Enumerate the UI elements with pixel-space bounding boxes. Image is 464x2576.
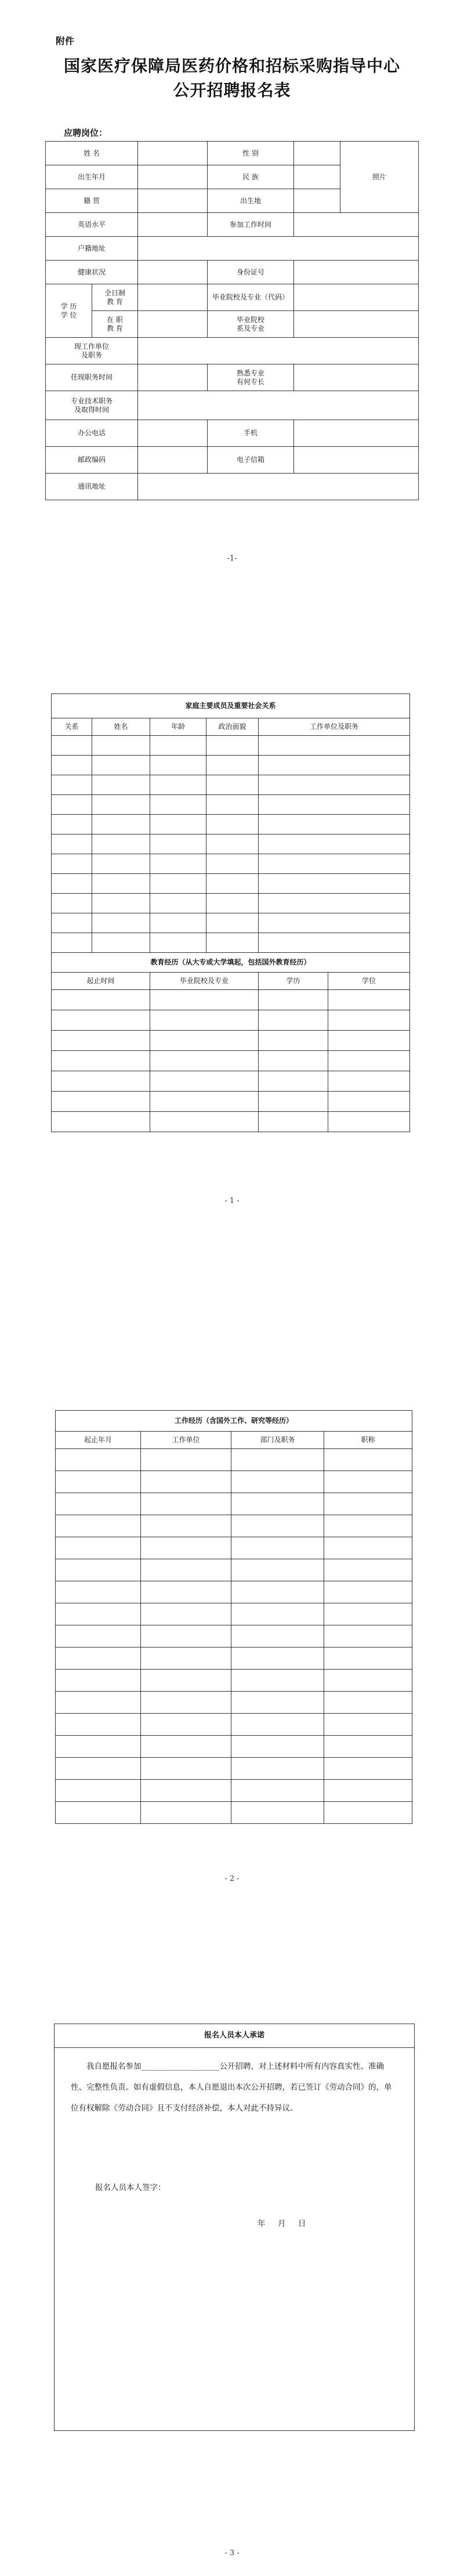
table-cell[interactable]: [231, 1449, 324, 1471]
input-english[interactable]: [138, 213, 208, 237]
label-english: 英语水平: [46, 213, 138, 237]
position-label: 应聘岗位：: [64, 128, 108, 138]
family-header-unit: 工作单位及职务: [259, 718, 410, 736]
table-row: [56, 1648, 412, 1670]
table-cell[interactable]: [56, 1692, 141, 1714]
table-cell[interactable]: [259, 854, 410, 874]
input-specialty[interactable]: [294, 364, 419, 391]
page-title: 国家医疗保障局医药价格和招标采购指导中心: [63, 56, 400, 75]
input-fulltime[interactable]: [138, 284, 208, 311]
table-cell[interactable]: [150, 1031, 259, 1051]
table-cell[interactable]: [324, 1714, 412, 1736]
label-ethnicity: 民 族: [208, 165, 294, 189]
table-row: [52, 1092, 410, 1112]
table-cell[interactable]: [141, 1648, 231, 1670]
table-row: [52, 1010, 410, 1031]
family-rows: [52, 736, 410, 953]
table-row: [56, 1780, 412, 1802]
table-cell[interactable]: [259, 894, 410, 913]
input-tech-title[interactable]: [138, 391, 419, 420]
photo-cell[interactable]: 照片: [340, 142, 419, 213]
table-cell[interactable]: [231, 1603, 324, 1625]
pledge-date: 年 月 日: [258, 2219, 306, 2228]
table-cell[interactable]: [92, 834, 150, 854]
table-cell[interactable]: [56, 1670, 141, 1692]
table-row: [56, 1758, 412, 1780]
table-cell[interactable]: [141, 1515, 231, 1537]
table-cell[interactable]: [259, 795, 410, 815]
input-address[interactable]: [138, 474, 419, 500]
table-cell[interactable]: [206, 795, 259, 815]
table-cell[interactable]: [92, 933, 150, 953]
table-cell[interactable]: [206, 775, 259, 795]
table-cell[interactable]: [231, 1714, 324, 1736]
table-cell[interactable]: [206, 756, 259, 775]
table-cell[interactable]: [92, 894, 150, 913]
family-header-name: 姓名: [92, 718, 150, 736]
table-row: [56, 1736, 412, 1758]
table-cell[interactable]: [56, 1714, 141, 1736]
table-cell[interactable]: [52, 1071, 150, 1092]
table-row: [56, 1670, 412, 1692]
table-cell[interactable]: [259, 775, 410, 795]
table-cell[interactable]: [259, 815, 410, 834]
table-row: [52, 894, 410, 913]
table-row: [56, 1581, 412, 1603]
table-cell[interactable]: [92, 815, 150, 834]
table-cell[interactable]: [328, 1092, 410, 1112]
table-cell[interactable]: [92, 736, 150, 756]
table-cell[interactable]: [206, 854, 259, 874]
table-row: [56, 1559, 412, 1581]
page-number: - 1 -: [224, 1197, 240, 1205]
table-cell[interactable]: [324, 1559, 412, 1581]
input-ethnicity[interactable]: [294, 165, 340, 189]
table-cell[interactable]: [141, 1780, 231, 1802]
label-native-place: 籍 贯: [46, 189, 138, 213]
label-name: 姓 名: [46, 142, 138, 165]
table-cell[interactable]: [231, 1493, 324, 1515]
table-cell[interactable]: [141, 1471, 231, 1493]
label-birth: 出生年月: [46, 165, 138, 189]
table-cell[interactable]: [259, 834, 410, 854]
table-cell[interactable]: [56, 1471, 141, 1493]
table-cell[interactable]: [52, 854, 92, 874]
table-cell[interactable]: [56, 1648, 141, 1670]
signature-label: 报名人员本人签字：: [95, 2183, 166, 2192]
table-row: [52, 756, 410, 775]
table-cell[interactable]: [56, 1603, 141, 1625]
edu-header-degree: 学历: [259, 973, 328, 990]
table-cell[interactable]: [150, 1051, 259, 1071]
work-header-title: 职称: [324, 1432, 412, 1449]
table-cell[interactable]: [56, 1758, 141, 1780]
table-cell[interactable]: [52, 913, 92, 933]
table-cell[interactable]: [231, 1802, 324, 1824]
table-cell[interactable]: [324, 1648, 412, 1670]
table-cell[interactable]: [141, 1493, 231, 1515]
table-cell[interactable]: [92, 854, 150, 874]
table-cell[interactable]: [141, 1625, 231, 1648]
input-id-number[interactable]: [294, 261, 419, 284]
input-birthplace[interactable]: [294, 189, 340, 213]
table-cell[interactable]: [150, 1071, 259, 1092]
input-current-time[interactable]: [138, 364, 208, 391]
table-cell[interactable]: [52, 874, 92, 894]
pledge-box: [54, 2024, 415, 2431]
table-cell[interactable]: [259, 913, 410, 933]
label-specialty: 熟悉专业 有何专长: [208, 364, 294, 391]
table-cell[interactable]: [231, 1758, 324, 1780]
table-row: [56, 1471, 412, 1493]
label-address: 通讯地址: [46, 474, 138, 500]
table-cell[interactable]: [92, 756, 150, 775]
table-row: [56, 1603, 412, 1625]
table-cell[interactable]: [141, 1758, 231, 1780]
table-cell[interactable]: [150, 775, 206, 795]
table-cell[interactable]: [206, 834, 259, 854]
table-cell[interactable]: [150, 795, 206, 815]
label-work-start: 参加工作时间: [208, 213, 294, 237]
input-grad-school-major[interactable]: [294, 284, 419, 311]
table-cell[interactable]: [328, 1051, 410, 1071]
table-cell[interactable]: [259, 1051, 328, 1071]
table-cell[interactable]: [150, 756, 206, 775]
table-row: [56, 1515, 412, 1537]
edu-header-school: 毕业院校及专业: [150, 973, 259, 990]
table-cell[interactable]: [52, 894, 92, 913]
table-cell[interactable]: [259, 990, 328, 1010]
work-rows: [56, 1449, 412, 1824]
table-cell[interactable]: [150, 1112, 259, 1132]
registration-form-table: [45, 141, 419, 500]
table-cell[interactable]: [52, 756, 92, 775]
family-header-relation: 关系: [52, 718, 92, 736]
input-name[interactable]: [138, 142, 208, 165]
table-cell[interactable]: [52, 1092, 150, 1112]
table-cell[interactable]: [52, 834, 92, 854]
table-cell[interactable]: [52, 990, 150, 1010]
table-cell[interactable]: [259, 1010, 328, 1031]
label-fulltime: 全日制 教 育: [92, 284, 138, 311]
table-cell[interactable]: [56, 1515, 141, 1537]
signature-field[interactable]: [258, 2175, 356, 2193]
table-cell[interactable]: [324, 1515, 412, 1537]
table-cell[interactable]: [259, 736, 410, 756]
table-cell[interactable]: [141, 1559, 231, 1581]
label-grad-school-dept: 毕业院校 系及专业: [208, 311, 294, 338]
table-row: [52, 795, 410, 815]
table-cell[interactable]: [231, 1581, 324, 1603]
table-cell[interactable]: [231, 1648, 324, 1670]
table-row: [52, 1051, 410, 1071]
table-cell[interactable]: [324, 1780, 412, 1802]
table-cell[interactable]: [259, 1112, 328, 1132]
table-cell[interactable]: [324, 1692, 412, 1714]
table-row: [52, 1071, 410, 1092]
table-cell[interactable]: [150, 913, 206, 933]
table-row: [52, 874, 410, 894]
education-rows: [52, 990, 410, 1132]
label-tech-title: 专业技术职务 及取得时间: [46, 391, 138, 420]
table-cell[interactable]: [56, 1581, 141, 1603]
input-current-unit[interactable]: [138, 338, 419, 364]
table-cell[interactable]: [150, 815, 206, 834]
table-row: [56, 1714, 412, 1736]
table-cell[interactable]: [324, 1493, 412, 1515]
table-cell[interactable]: [324, 1581, 412, 1603]
family-caption: 家庭主要成员及重要社会关系: [52, 694, 410, 718]
input-email[interactable]: [294, 447, 419, 474]
work-history-table: [55, 1410, 412, 1824]
table-cell[interactable]: [56, 1449, 141, 1471]
table-cell[interactable]: [150, 834, 206, 854]
table-cell[interactable]: [52, 775, 92, 795]
table-cell[interactable]: [52, 815, 92, 834]
table-cell[interactable]: [259, 1031, 328, 1051]
family-header-age: 年龄: [150, 718, 206, 736]
label-id-number: 身份证号: [208, 261, 294, 284]
table-cell[interactable]: [324, 1625, 412, 1648]
family-header-politics: 政治面貌: [206, 718, 259, 736]
table-row: [52, 736, 410, 756]
table-cell[interactable]: [206, 815, 259, 834]
table-cell[interactable]: [92, 874, 150, 894]
label-inservice: 在 职 教 育: [92, 311, 138, 338]
page-number: - 3 -: [224, 2549, 240, 2557]
table-cell[interactable]: [56, 1780, 141, 1802]
table-cell[interactable]: [141, 1537, 231, 1559]
label-office-phone: 办公电话: [46, 420, 138, 447]
edu-header-period: 起止时间: [52, 973, 150, 990]
table-cell[interactable]: [141, 1603, 231, 1625]
table-cell[interactable]: [56, 1559, 141, 1581]
edu-header-academic: 学位: [328, 973, 410, 990]
label-mobile: 手机: [208, 420, 294, 447]
input-postcode[interactable]: [138, 447, 208, 474]
table-row: [52, 815, 410, 834]
form-title: 公开招聘报名表: [173, 81, 291, 100]
table-cell[interactable]: [56, 1802, 141, 1824]
table-cell[interactable]: [231, 1471, 324, 1493]
label-grad-school-major: 毕业院校及专业（代码）: [208, 284, 294, 311]
table-cell[interactable]: [324, 1603, 412, 1625]
table-row: [56, 1625, 412, 1648]
table-cell[interactable]: [259, 1071, 328, 1092]
input-mobile[interactable]: [294, 420, 419, 447]
input-office-phone[interactable]: [138, 420, 208, 447]
table-cell[interactable]: [141, 1802, 231, 1824]
table-cell[interactable]: [324, 1802, 412, 1824]
table-cell[interactable]: [141, 1692, 231, 1714]
table-cell[interactable]: [56, 1537, 141, 1559]
table-cell[interactable]: [328, 1010, 410, 1031]
table-row: [52, 933, 410, 953]
table-row: [56, 1493, 412, 1515]
education-caption: 教育经历（从大专或大学填起，包括国外教育经历）: [52, 953, 410, 973]
table-cell[interactable]: [52, 795, 92, 815]
table-cell[interactable]: [92, 913, 150, 933]
table-cell[interactable]: [231, 1780, 324, 1802]
input-birth[interactable]: [138, 165, 208, 189]
table-cell[interactable]: [324, 1736, 412, 1758]
pledge-paragraph: 我自愿报名参加____________________公开招聘，对上述材料中所有内容真实性、准确性、完整性负责。如有虚假信息，本人自愿退出本次公开招聘，若已签订《劳动合同》的，单位有权解除《劳动合同》且不支付经济补偿，本人对此不持异议。: [71, 2062, 392, 2113]
table-row: [52, 913, 410, 933]
table-row: [56, 1449, 412, 1471]
table-cell[interactable]: [52, 1112, 150, 1132]
table-cell[interactable]: [259, 874, 410, 894]
table-cell[interactable]: [141, 1670, 231, 1692]
table-cell[interactable]: [324, 1449, 412, 1471]
table-cell[interactable]: [324, 1471, 412, 1493]
table-cell[interactable]: [52, 933, 92, 953]
pledge-title: 报名人员本人承诺: [55, 2024, 414, 2048]
table-row: [52, 775, 410, 795]
label-education: 学 历 学 位: [46, 284, 92, 338]
table-cell[interactable]: [141, 1736, 231, 1758]
label-health: 健康状况: [46, 261, 138, 284]
table-row: [52, 990, 410, 1010]
table-cell[interactable]: [150, 1010, 259, 1031]
table-cell[interactable]: [150, 1092, 259, 1112]
table-cell[interactable]: [150, 933, 206, 953]
table-cell[interactable]: [231, 1670, 324, 1692]
table-row: [52, 1031, 410, 1051]
table-cell[interactable]: [92, 775, 150, 795]
table-row: [52, 854, 410, 874]
label-birthplace: 出生地: [208, 189, 294, 213]
work-header-dept: 部门及职务: [231, 1432, 324, 1449]
table-cell[interactable]: [328, 1071, 410, 1092]
table-cell[interactable]: [328, 1112, 410, 1132]
table-cell[interactable]: [231, 1625, 324, 1648]
family-education-table: [51, 693, 410, 1132]
table-row: [56, 1537, 412, 1559]
table-cell[interactable]: [231, 1692, 324, 1714]
label-postcode: 邮政编码: [46, 447, 138, 474]
table-cell[interactable]: [231, 1515, 324, 1537]
table-cell[interactable]: [324, 1670, 412, 1692]
table-row: [52, 834, 410, 854]
label-current-time: 任现职务时间: [46, 364, 138, 391]
input-inservice[interactable]: [138, 311, 208, 338]
table-cell[interactable]: [150, 894, 206, 913]
label-household: 户籍地址: [46, 237, 138, 261]
table-cell[interactable]: [141, 1581, 231, 1603]
attachment-label: 附件: [56, 35, 75, 46]
table-cell[interactable]: [52, 1010, 150, 1031]
table-cell[interactable]: [231, 1559, 324, 1581]
table-cell[interactable]: [206, 933, 259, 953]
table-cell[interactable]: [52, 1031, 150, 1051]
table-cell[interactable]: [324, 1758, 412, 1780]
table-row: [52, 1112, 410, 1132]
table-cell[interactable]: [150, 874, 206, 894]
input-health[interactable]: [138, 261, 208, 284]
table-cell[interactable]: [324, 1537, 412, 1559]
table-cell[interactable]: [259, 933, 410, 953]
table-row: [56, 1802, 412, 1824]
label-gender: 性 别: [208, 142, 294, 165]
table-cell[interactable]: [206, 736, 259, 756]
label-current-unit: 现工作单位 及职务: [46, 338, 138, 364]
work-header-period: 起止年月: [56, 1432, 141, 1449]
table-cell[interactable]: [206, 913, 259, 933]
table-cell[interactable]: [52, 736, 92, 756]
table-cell[interactable]: [259, 756, 410, 775]
table-cell[interactable]: [206, 874, 259, 894]
table-cell[interactable]: [150, 990, 259, 1010]
page-number: - 2 -: [224, 1874, 240, 1883]
table-cell[interactable]: [92, 795, 150, 815]
table-cell[interactable]: [52, 1051, 150, 1071]
table-cell[interactable]: [141, 1714, 231, 1736]
table-cell[interactable]: [141, 1449, 231, 1471]
table-cell[interactable]: [231, 1736, 324, 1758]
table-cell[interactable]: [56, 1493, 141, 1515]
page-number: -1-: [227, 554, 237, 563]
table-cell[interactable]: [56, 1736, 141, 1758]
table-cell[interactable]: [56, 1625, 141, 1648]
table-cell[interactable]: [150, 854, 206, 874]
input-native-place[interactable]: [138, 189, 208, 213]
table-cell[interactable]: [231, 1537, 324, 1559]
table-cell[interactable]: [259, 1092, 328, 1112]
table-cell[interactable]: [328, 1031, 410, 1051]
input-grad-school-dept[interactable]: [294, 311, 419, 338]
label-email: 电子信箱: [208, 447, 294, 474]
input-work-start[interactable]: [294, 213, 419, 237]
table-cell[interactable]: [150, 736, 206, 756]
input-gender[interactable]: [294, 142, 340, 165]
work-header-unit: 工作单位: [141, 1432, 231, 1449]
table-row: [56, 1692, 412, 1714]
input-household[interactable]: [138, 237, 419, 261]
table-cell[interactable]: [206, 894, 259, 913]
table-cell[interactable]: [328, 990, 410, 1010]
work-caption: 工作经历（含国外工作、研究等经历）: [56, 1411, 412, 1432]
